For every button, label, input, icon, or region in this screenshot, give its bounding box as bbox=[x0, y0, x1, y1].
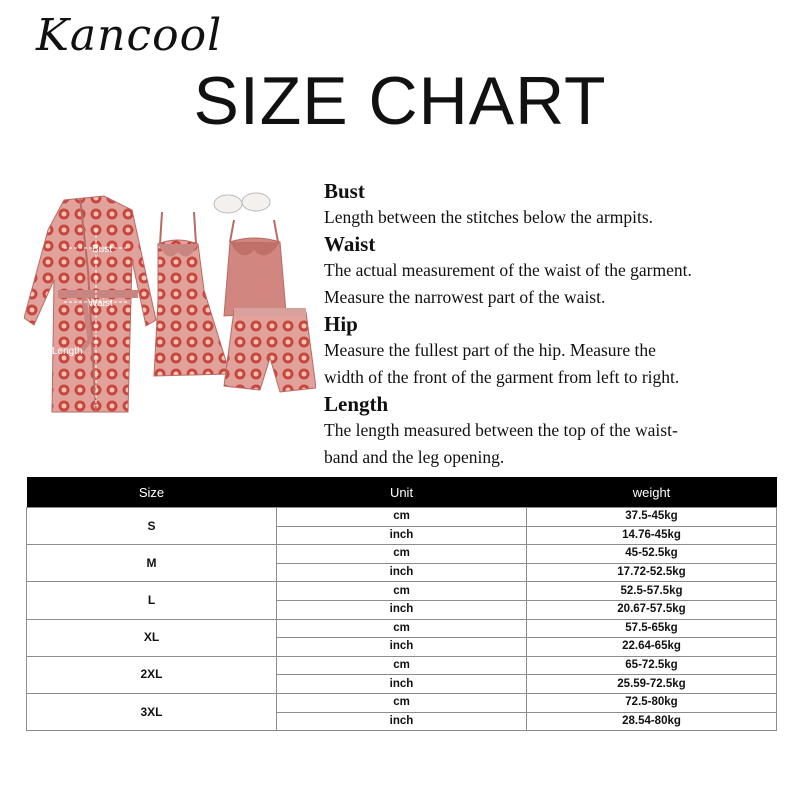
weight-cell: 22.64-65kg bbox=[527, 638, 777, 657]
waist-label: Waist bbox=[88, 298, 113, 309]
definition-term: Bust bbox=[324, 179, 365, 203]
header-size: Size bbox=[27, 477, 277, 508]
size-cell: XL bbox=[27, 619, 277, 656]
table-row bbox=[27, 656, 777, 675]
definition-text: band and the leg opening. bbox=[324, 447, 505, 467]
unit-cell: inch bbox=[277, 638, 527, 657]
unit-cell: cm bbox=[277, 693, 527, 712]
unit-cell: cm bbox=[277, 619, 527, 638]
brand-logo: Kancool bbox=[36, 10, 223, 61]
table-row bbox=[27, 619, 777, 638]
weight-cell: 25.59-72.5kg bbox=[527, 675, 777, 694]
definition-text: width of the front of the garment from left to right. bbox=[324, 367, 680, 387]
size-cell: 3XL bbox=[27, 693, 277, 730]
definition-length bbox=[324, 391, 794, 471]
definition-term: Waist bbox=[324, 232, 376, 256]
unit-cell: cm bbox=[277, 656, 527, 675]
size-table bbox=[26, 477, 777, 731]
weight-cell: 28.54-80kg bbox=[527, 712, 777, 731]
definition-text: The actual measurement of the waist of the garment. bbox=[324, 260, 692, 280]
unit-cell: inch bbox=[277, 712, 527, 731]
definition-term: Hip bbox=[324, 312, 358, 336]
unit-cell: cm bbox=[277, 545, 527, 564]
unit-cell: inch bbox=[277, 675, 527, 694]
size-cell: S bbox=[27, 508, 277, 545]
definition-term: Length bbox=[324, 392, 389, 416]
measurement-definitions bbox=[324, 178, 794, 471]
header-unit: Unit bbox=[277, 477, 527, 508]
definition-text: Length between the stitches below the armpits. bbox=[324, 207, 654, 227]
table-row bbox=[27, 508, 777, 527]
table-header-row bbox=[27, 477, 777, 508]
size-cell: M bbox=[27, 545, 277, 582]
weight-cell: 52.5-57.5kg bbox=[527, 582, 777, 601]
unit-cell: inch bbox=[277, 600, 527, 619]
length-label: Length bbox=[52, 346, 83, 357]
table-row bbox=[27, 545, 777, 564]
table-row bbox=[27, 582, 777, 601]
weight-cell: 65-72.5kg bbox=[527, 656, 777, 675]
bust-label: Bust bbox=[92, 244, 113, 255]
weight-cell: 72.5-80kg bbox=[527, 693, 777, 712]
definition-hip bbox=[324, 311, 794, 391]
header-weight: weight bbox=[527, 477, 777, 508]
table-row bbox=[27, 693, 777, 712]
page-title: SIZE CHART bbox=[193, 63, 607, 139]
weight-cell: 20.67-57.5kg bbox=[527, 600, 777, 619]
definition-text: Measure the fullest part of the hip. Measure the bbox=[324, 340, 656, 360]
definition-bust bbox=[324, 178, 794, 231]
unit-cell: inch bbox=[277, 563, 527, 582]
definition-text: Measure the narrowest part of the waist. bbox=[324, 287, 606, 307]
unit-cell: inch bbox=[277, 526, 527, 545]
weight-cell: 17.72-52.5kg bbox=[527, 563, 777, 582]
camisole-garment bbox=[224, 220, 286, 316]
weight-cell: 37.5-45kg bbox=[527, 508, 777, 527]
slip-dress-garment bbox=[154, 212, 230, 376]
bra-pads bbox=[214, 193, 270, 213]
weight-cell: 45-52.5kg bbox=[527, 545, 777, 564]
unit-cell: cm bbox=[277, 582, 527, 601]
shorts-garment bbox=[224, 308, 316, 392]
size-cell: 2XL bbox=[27, 656, 277, 693]
weight-cell: 14.76-45kg bbox=[527, 526, 777, 545]
weight-cell: 57.5-65kg bbox=[527, 619, 777, 638]
unit-cell: cm bbox=[277, 508, 527, 527]
definition-waist bbox=[324, 231, 794, 311]
size-cell: L bbox=[27, 582, 277, 619]
product-photo bbox=[24, 190, 316, 420]
definition-text: The length measured between the top of the waist- bbox=[324, 420, 678, 440]
